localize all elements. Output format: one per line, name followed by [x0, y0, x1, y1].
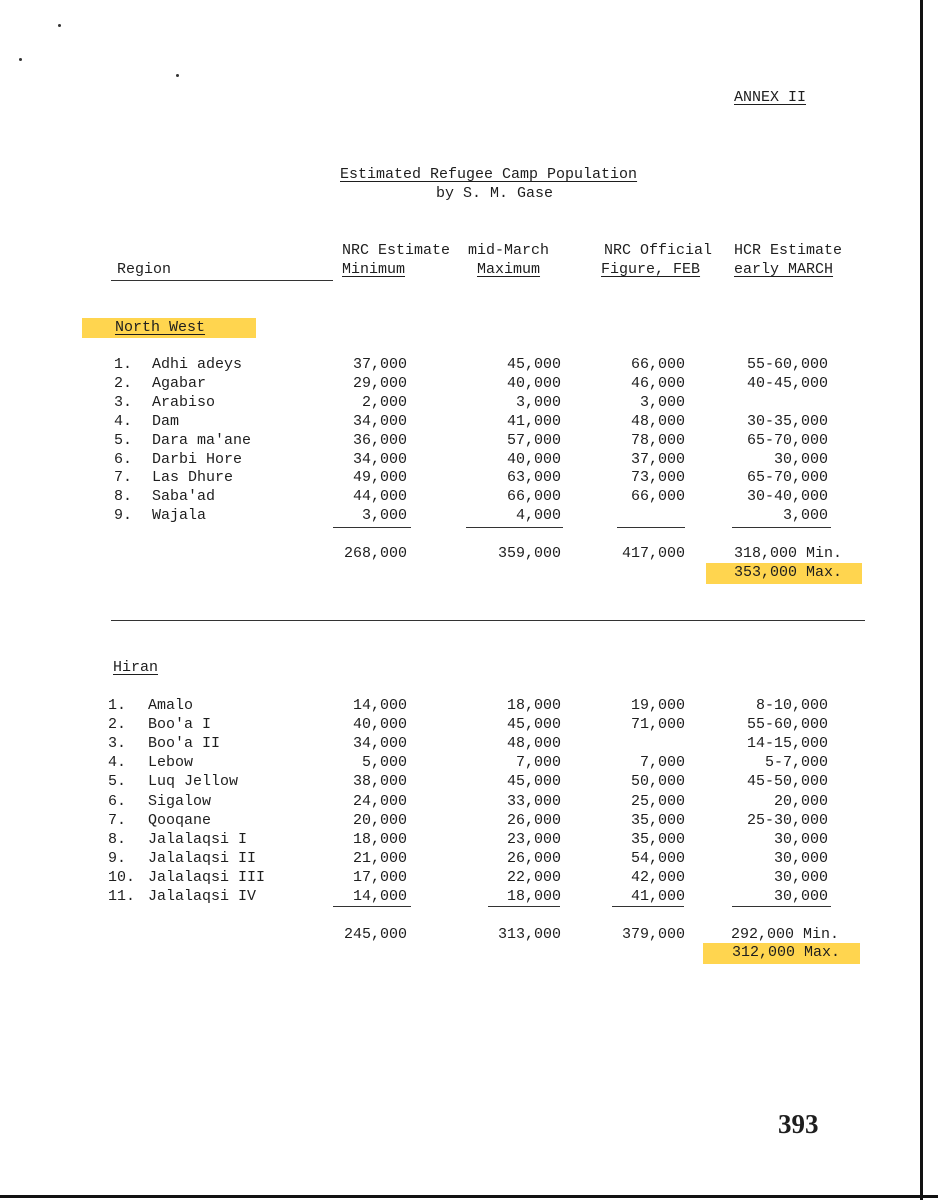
- hcr-estimate: 8-10,000: [755, 697, 828, 714]
- hcr-estimate: 30,000: [773, 850, 828, 867]
- nrc-official: 66,000: [630, 356, 685, 373]
- camp-name: Agabar: [152, 375, 207, 392]
- row-number: 4.: [108, 754, 127, 771]
- nrc-official: 46,000: [630, 375, 685, 392]
- nrc-minimum: 37,000: [352, 356, 407, 373]
- nw-sub-rule-hcr: [732, 527, 831, 528]
- nrc-minimum: 14,000: [352, 697, 407, 714]
- row-number: 8.: [108, 831, 127, 848]
- nrc-maximum: 22,000: [506, 869, 561, 886]
- hcr-estimate: 25-30,000: [746, 812, 828, 829]
- camp-name: Boo'a I: [148, 716, 212, 733]
- header-hcr-bottom: early MARCH: [734, 261, 834, 278]
- hcr-estimate: 55-60,000: [746, 716, 828, 733]
- hcr-estimate: 45-50,000: [746, 773, 828, 790]
- hiran-total-min: 245,000: [343, 926, 407, 943]
- document-subtitle: by S. M. Gase: [436, 185, 554, 202]
- nrc-official: 41,000: [630, 888, 685, 905]
- hiran-total-official: 379,000: [621, 926, 685, 943]
- camp-name: Wajala: [152, 507, 207, 524]
- nrc-maximum: 40,000: [506, 451, 561, 468]
- hcr-estimate: 3,000: [782, 507, 828, 524]
- hcr-estimate: 65-70,000: [746, 469, 828, 486]
- row-number: 6.: [114, 451, 133, 468]
- nw-total-hcr-min: 318,000 Min.: [734, 545, 843, 562]
- nrc-official: 35,000: [630, 812, 685, 829]
- section-heading-hiran: Hiran: [113, 659, 159, 676]
- hcr-estimate: 5-7,000: [764, 754, 828, 771]
- nrc-maximum: 18,000: [506, 697, 561, 714]
- header-hcr-top: HCR Estimate: [734, 242, 843, 259]
- nrc-maximum: 66,000: [506, 488, 561, 505]
- nrc-minimum: 21,000: [352, 850, 407, 867]
- hcr-estimate: 14-15,000: [746, 735, 828, 752]
- annex-label: ANNEX II: [734, 89, 807, 106]
- nrc-minimum: 20,000: [352, 812, 407, 829]
- hiran-total-max: 313,000: [497, 926, 561, 943]
- camp-name: Dara ma'ane: [152, 432, 252, 449]
- page-frame-bottom: [0, 1195, 938, 1198]
- nw-sub-rule-max: [466, 527, 563, 528]
- row-number: 2.: [108, 716, 127, 733]
- hcr-estimate: 30-35,000: [746, 413, 828, 430]
- camp-name: Dam: [152, 413, 180, 430]
- camp-name: Arabiso: [152, 394, 216, 411]
- camp-name: Jalalaqsi III: [148, 869, 266, 886]
- header-nrc-maximum: Maximum: [477, 261, 541, 278]
- nrc-maximum: 45,000: [506, 716, 561, 733]
- nrc-official: 7,000: [639, 754, 685, 771]
- hcr-estimate: 30,000: [773, 831, 828, 848]
- nrc-official: 66,000: [630, 488, 685, 505]
- hiran-sub-rule-official: [612, 906, 684, 907]
- nrc-maximum: 40,000: [506, 375, 561, 392]
- nrc-minimum: 2,000: [361, 394, 407, 411]
- nrc-official: 71,000: [630, 716, 685, 733]
- nrc-maximum: 3,000: [515, 394, 561, 411]
- camp-name: Jalalaqsi IV: [148, 888, 257, 905]
- page-frame-right: [920, 0, 923, 1200]
- nrc-minimum: 34,000: [352, 735, 407, 752]
- row-number: 2.: [114, 375, 133, 392]
- nrc-maximum: 26,000: [506, 812, 561, 829]
- row-number: 1.: [114, 356, 133, 373]
- row-number: 5.: [108, 773, 127, 790]
- row-number: 10.: [108, 869, 136, 886]
- hiran-sub-rule-min: [333, 906, 411, 907]
- nrc-official: 37,000: [630, 451, 685, 468]
- document-title: Estimated Refugee Camp Population: [340, 166, 638, 183]
- camp-name: Sigalow: [148, 793, 212, 810]
- hcr-estimate: 30,000: [773, 451, 828, 468]
- row-number: 9.: [108, 850, 127, 867]
- nrc-maximum: 48,000: [506, 735, 561, 752]
- camp-name: Lebow: [148, 754, 194, 771]
- row-number: 6.: [108, 793, 127, 810]
- hiran-total-hcr-min: 292,000 Min.: [731, 926, 840, 943]
- hcr-estimate: 30-40,000: [746, 488, 828, 505]
- nrc-maximum: 41,000: [506, 413, 561, 430]
- nw-total-min: 268,000: [343, 545, 407, 562]
- camp-name: Darbi Hore: [152, 451, 243, 468]
- section-divider: [111, 620, 865, 621]
- nrc-minimum: 49,000: [352, 469, 407, 486]
- nw-sub-rule-official: [617, 527, 685, 528]
- header-nrc-estimate: NRC Estimate mid-March: [342, 242, 550, 259]
- row-number: 3.: [114, 394, 133, 411]
- camp-name: Saba'ad: [152, 488, 216, 505]
- row-number: 4.: [114, 413, 133, 430]
- nrc-minimum: 3,000: [361, 507, 407, 524]
- hcr-estimate: 30,000: [773, 888, 828, 905]
- header-region-rule: [111, 280, 333, 281]
- nrc-official: 73,000: [630, 469, 685, 486]
- header-official-bottom: Figure, FEB: [601, 261, 701, 278]
- nrc-official: 42,000: [630, 869, 685, 886]
- nrc-minimum: 36,000: [352, 432, 407, 449]
- nrc-maximum: 18,000: [506, 888, 561, 905]
- hcr-estimate: 40-45,000: [746, 375, 828, 392]
- hcr-estimate: 20,000: [773, 793, 828, 810]
- header-official-top: NRC Official: [604, 242, 713, 259]
- nrc-maximum: 33,000: [506, 793, 561, 810]
- nrc-minimum: 14,000: [352, 888, 407, 905]
- header-nrc-minimum: Minimum: [342, 261, 406, 278]
- scan-speck: [58, 24, 61, 27]
- camp-name: Amalo: [148, 697, 194, 714]
- hiran-sub-rule-hcr: [732, 906, 831, 907]
- hiran-total-hcr-max: 312,000 Max.: [703, 943, 860, 964]
- nrc-minimum: 34,000: [352, 451, 407, 468]
- nrc-minimum: 24,000: [352, 793, 407, 810]
- hiran-sub-rule-max: [488, 906, 560, 907]
- nrc-minimum: 29,000: [352, 375, 407, 392]
- camp-name: Adhi adeys: [152, 356, 243, 373]
- nrc-official: 3,000: [639, 394, 685, 411]
- scan-speck: [19, 58, 22, 61]
- nrc-official: 48,000: [630, 413, 685, 430]
- row-number: 7.: [108, 812, 127, 829]
- nrc-minimum: 44,000: [352, 488, 407, 505]
- nrc-minimum: 17,000: [352, 869, 407, 886]
- hcr-estimate: 55-60,000: [746, 356, 828, 373]
- camp-name: Jalalaqsi II: [148, 850, 257, 867]
- section-heading-north-west: North West: [82, 318, 256, 338]
- nrc-minimum: 5,000: [361, 754, 407, 771]
- nrc-official: 78,000: [630, 432, 685, 449]
- nrc-official: 35,000: [630, 831, 685, 848]
- row-number: 9.: [114, 507, 133, 524]
- header-region: Region: [117, 261, 172, 278]
- camp-name: Boo'a II: [148, 735, 221, 752]
- row-number: 1.: [108, 697, 127, 714]
- nrc-maximum: 4,000: [515, 507, 561, 524]
- nrc-minimum: 34,000: [352, 413, 407, 430]
- camp-name: Jalalaqsi I: [148, 831, 248, 848]
- scan-speck: [176, 74, 179, 77]
- nrc-minimum: 38,000: [352, 773, 407, 790]
- nw-total-hcr-max: 353,000 Max.: [706, 563, 862, 584]
- nrc-maximum: 26,000: [506, 850, 561, 867]
- row-number: 3.: [108, 735, 127, 752]
- row-number: 8.: [114, 488, 133, 505]
- row-number: 11.: [108, 888, 136, 905]
- camp-name: Las Dhure: [152, 469, 234, 486]
- hcr-estimate: 65-70,000: [746, 432, 828, 449]
- nw-sub-rule-min: [333, 527, 411, 528]
- page-number: 393: [778, 1109, 819, 1139]
- nrc-maximum: 45,000: [506, 356, 561, 373]
- nrc-maximum: 45,000: [506, 773, 561, 790]
- nrc-minimum: 40,000: [352, 716, 407, 733]
- nrc-official: 54,000: [630, 850, 685, 867]
- nw-total-max: 359,000: [497, 545, 561, 562]
- nrc-official: 25,000: [630, 793, 685, 810]
- nrc-maximum: 7,000: [515, 754, 561, 771]
- nrc-maximum: 57,000: [506, 432, 561, 449]
- nrc-minimum: 18,000: [352, 831, 407, 848]
- hcr-estimate: 30,000: [773, 869, 828, 886]
- camp-name: Qooqane: [148, 812, 212, 829]
- nrc-maximum: 63,000: [506, 469, 561, 486]
- camp-name: Luq Jellow: [148, 773, 239, 790]
- row-number: 5.: [114, 432, 133, 449]
- nrc-maximum: 23,000: [506, 831, 561, 848]
- row-number: 7.: [114, 469, 133, 486]
- nrc-official: 50,000: [630, 773, 685, 790]
- nrc-official: 19,000: [630, 697, 685, 714]
- nw-total-official: 417,000: [621, 545, 685, 562]
